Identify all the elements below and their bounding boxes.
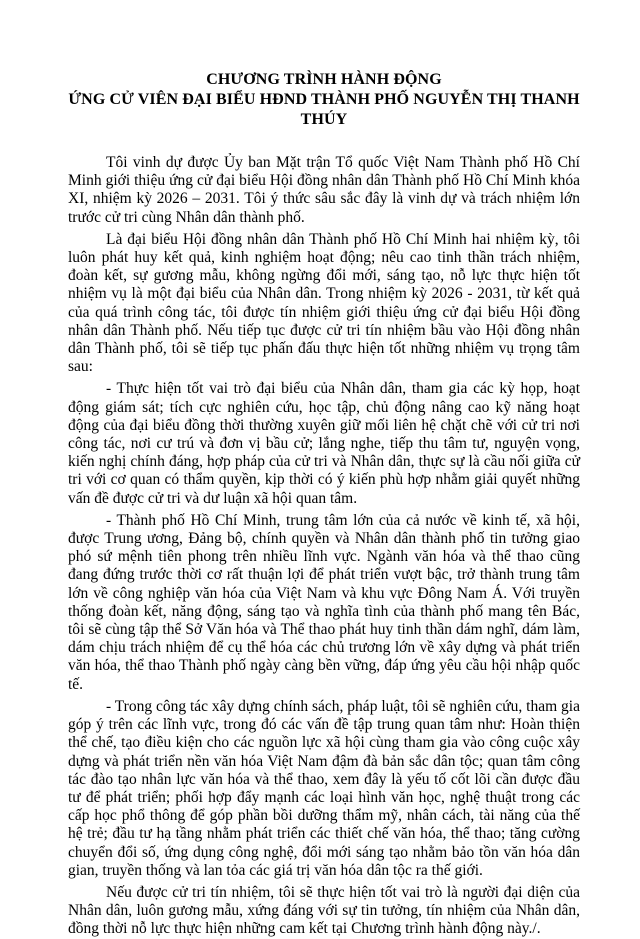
paragraph-experience: Là đại biểu Hội đồng nhân dân Thành phố Hồ Chí Minh hai nhiệm kỳ, tôi luôn phát huy kết quả, kinh nghiệm hoạt động; nêu cao tinh thần trách nhiệm, đoàn kết, sự gương mẫu, không ngừng đổi mới, sáng tạo, nỗ lực thực hiện tốt nhiệm vụ là một đại biểu của Nhân dân. Trong nhiệm kỳ 2026 - 2031, từ kết quả của quá trình công tác, tôi được tín nhiệm giới thiệu ứng cử đại biểu Hội đồng nhân dân Thành phố. Nếu tiếp tục được cử tri tín nhiệm bầu vào Hội đồng nhân dân Thành phố, tôi sẽ tiếp tục phấn đấu thực hiện tốt những nhiệm vụ trọng tâm sau: — [68, 230, 580, 376]
document-title-line1: CHƯƠNG TRÌNH HÀNH ĐỘNG — [206, 71, 442, 88]
paragraph-task-3: - Trong công tác xây dựng chính sách, pháp luật, tôi sẽ nghiên cứu, tham gia góp ý trên các lĩnh vực, trong đó các vấn đề tập trung quan tâm như: Hoàn thiện thể chế, tạo điều kiện cho các nguồn lực xã hội cùng tham gia vào công cuộc xây dựng và phát triển nền văn hóa Việt Nam đậm đà bản sắc dân tộc; quan tâm công tác đào tạo nhân lực văn hóa và thể thao, xem đây là yếu tố cốt lõi cần được đầu tư để phát triển; phối hợp đẩy mạnh các loại hình văn học, nghệ thuật trong các cấp học phổ thông để góp phần bồi dưỡng thẩm mỹ, nhân cách, tài năng của thế hệ trẻ; đầu tư hạ tầng nhằm phát triển các thiết chế văn hóa, thể thao; tăng cường chuyển đổi số, ứng dụng công nghệ, đổi mới sáng tạo nhằm bảo tồn văn hóa dân gian, truyền thống và lan tỏa các giá trị văn hóa dân tộc ra thế giới. — [68, 697, 580, 879]
paragraph-intro: Tôi vinh dự được Ủy ban Mặt trận Tổ quốc Việt Nam Thành phố Hồ Chí Minh giới thiệu ứng cử đại biểu Hội đồng nhân dân Thành phố Hồ Chí Minh khóa XI, nhiệm kỳ 2026 – 2031. Tôi ý thức sâu sắc đây là vinh dự và trách nhiệm lớn trước cử tri cùng Nhân dân thành phố. — [68, 154, 580, 226]
paragraph-task-2: - Thành phố Hồ Chí Minh, trung tâm lớn của cả nước về kinh tế, xã hội, được Trung ương, Đảng bộ, chính quyền và Nhân dân thành phố tin tưởng giao phó sứ mệnh tiên phong trên nhiều lĩnh vực. Ngành văn hóa và thể thao cũng đang đứng trước thời cơ rất thuận lợi để phát triển vượt bậc, trở thành trung tâm lớn về công nghiệp văn hóa của Việt Nam và khu vực Đông Nam Á. Với truyền thống đoàn kết, năng động, sáng tạo và nghĩa tình của thành phố mang tên Bác, tôi sẽ cùng tập thể Sở Văn hóa và Thể thao phát huy tinh thần dám nghĩ, dám làm, dám chịu trách nhiệm để cụ thể hóa các chủ trương lớn về xây dựng và phát triển văn hóa, thể thao Thành phố ngày càng bền vững, đáp ứng yêu cầu hội nhập quốc tế. — [68, 511, 580, 693]
document-body — [68, 154, 580, 939]
paragraph-closing: Nếu được cử tri tín nhiệm, tôi sẽ thực hiện tốt vai trò là người đại diện của Nhân dân, luôn gương mẫu, xứng đáng với sự tin tưởng, tín nhiệm của Nhân dân, đồng thời nỗ lực thực hiện những cam kết tại Chương trình hành động này./. — [68, 883, 580, 938]
paragraph-task-1: - Thực hiện tốt vai trò đại biểu của Nhân dân, tham gia các kỳ họp, hoạt động giám sát; tích cực nghiên cứu, học tập, chủ động nâng cao kỹ năng hoạt động của đại biểu đồng thời thường xuyên giữ mối liên hệ chặt chẽ với cử tri nơi công tác, nơi cư trú và đơn vị bầu cử; lắng nghe, tiếp thu tâm tư, nguyện vọng, kiến nghị chính đáng, hợp pháp của cử tri và Nhân dân, thực sự là cầu nối giữa cử tri với cơ quan có thẩm quyền, kịp thời có ý kiến phù hợp nhằm giải quyết những vấn đề được cử tri và dư luận xã hội quan tâm. — [68, 380, 580, 507]
document-title-line2: ỨNG CỬ VIÊN ĐẠI BIỂU HĐND THÀNH PHỐ NGUYỄN THỊ THANH THÚY — [68, 91, 580, 128]
